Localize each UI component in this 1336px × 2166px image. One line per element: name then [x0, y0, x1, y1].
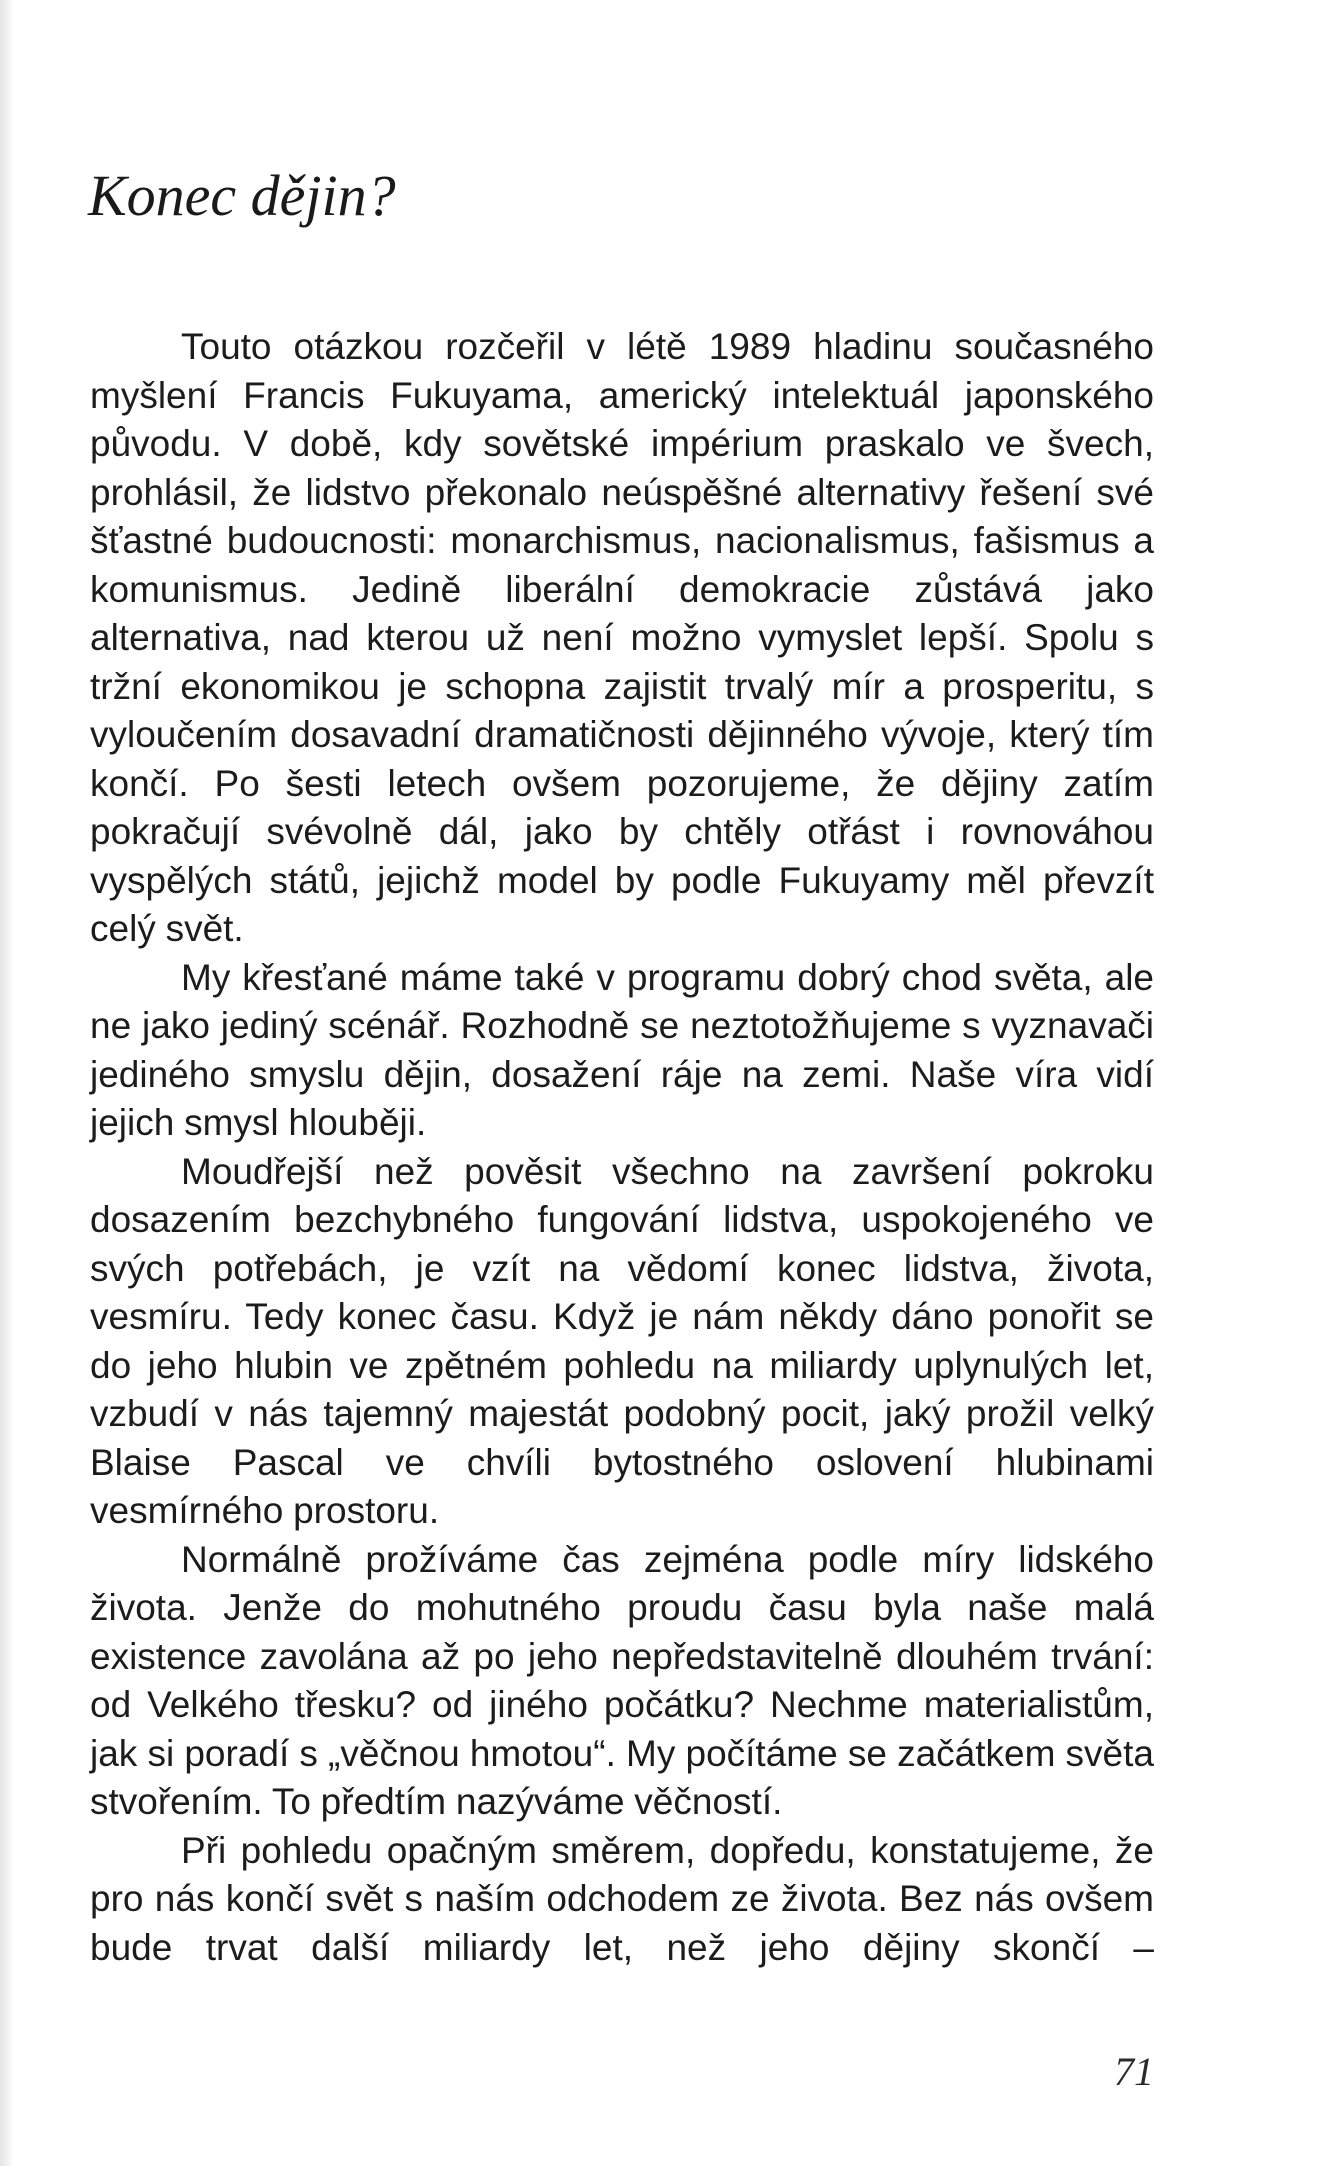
paragraph-fukuyama: Touto otázkou rozčeřil v létě 1989 hladinu současného myšlení Francis Fukuyama, americký intelektuál japonského původu. V době, kdy sovětské impérium praskalo ve švech, prohlásil, že lidstvo překonalo neúspěšné alternativy řešení své šťastné budoucnosti: monarchismus, nacionalismus, fašismus a komunismus. Jedině liberální demokracie zůstává jako alternativa, nad kterou už není možno vymyslet lepší. Spolu s tržní ekonomikou je schopna zajistit trvalý mír a prosperitu, s vyloučením dosavadní dramatičnosti dějinného vývoje, který tím končí. Po šesti letech ovšem pozorujeme, že dějiny zatím pokračují svévolně dál, jako by chtěly otřást i rovnováhou vyspělých států, jejichž model by podle Fukuyamy měl převzít celý svět.: [90, 326, 1154, 949]
paragraph-end-of-time: Moudřejší než pověsit všechno na završení pokroku dosazením bezchybného fungování lidstva, uspokojeného ve svých potřebách, je vzít na vědomí konec lidstva, života, vesmíru. Tedy konec času. Když je nám někdy dáno ponořit se do jeho hlubin ve zpětném pohledu na miliardy uplynulých let, vzbudí v nás tajemný majestát podobný pocit, jaký prožil velký Blaise Pascal ve chvíli bytostného oslovení hlubinami vesmírného prostoru.: [90, 1150, 1154, 1531]
chapter-title: Konec dějin?: [88, 163, 396, 228]
page-number: 71: [1114, 2049, 1154, 2094]
paragraph-looking-forward: Při pohledu opačným směrem, dopředu, konstatujeme, že pro nás končí svět s naším odchodem ze života. Bez nás ovšem bude trvat další miliardy let, než jeho dějiny skončí –: [90, 1829, 1154, 1968]
spine-shadow: [0, 0, 14, 2166]
paragraph-human-life: Normálně prožíváme čas zejména podle míry lidského života. Jenže do mohutného proudu času byla naše malá existence zavolána až po jeho nepředstavitelně dlouhém trvání: od Velkého třesku? od jiného počátku? Nechme materialistům, jak si poradí s „věčnou hmotou“. My počítáme se začátkem světa stvořením. To předtím nazýváme věčností.: [90, 1538, 1154, 1822]
body-text: [90, 323, 1154, 1972]
paragraph-christians: My křesťané máme také v programu dobrý chod světa, ale ne jako jediný scénář. Rozhodně se neztotožňujeme s vyznavači jediného smyslu dějin, dosažení ráje na zemi. Naše víra vidí jejich smysl hlouběji.: [90, 956, 1154, 1143]
